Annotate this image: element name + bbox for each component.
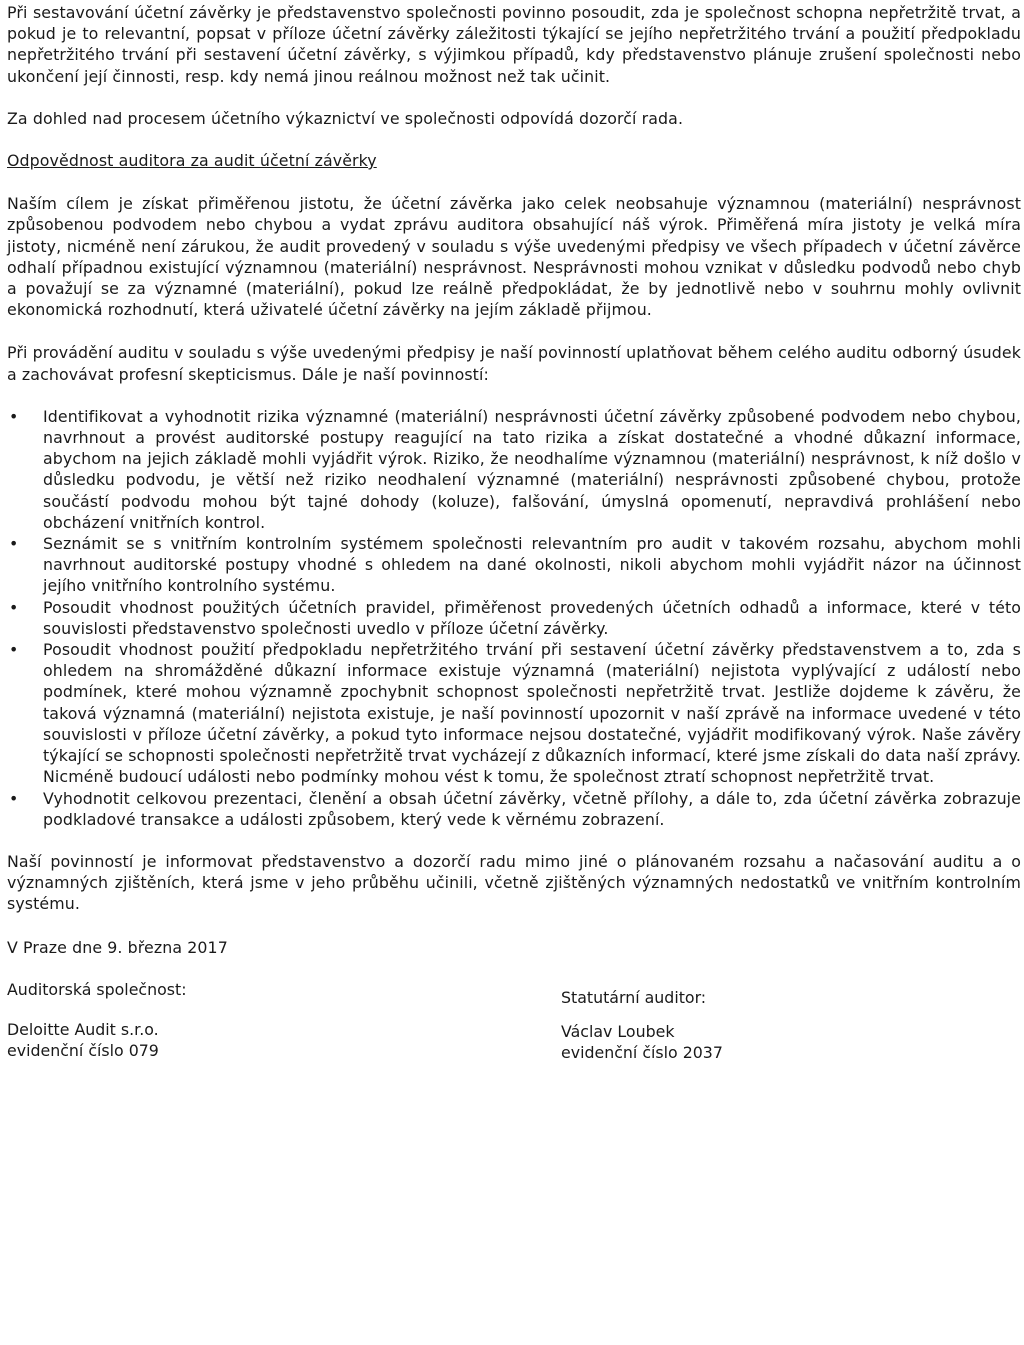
signature-block: [7, 979, 1021, 1064]
signatory-name: Václav Loubek: [561, 1021, 675, 1041]
paragraph-professional-judgement: Při provádění auditu v souladu s výše uvedenými předpisy je naší povinností uplatňovat během celého auditu odborný úsudek a zachovávat profesní skepticismus. Dále je naší povinností:: [7, 343, 1021, 384]
paragraph-communication-duty: Naší povinností je informovat představenstvo a dozorčí radu mimo jiné o plánovaném rozsahu a načasování auditu a o významných zjištěních, která jsme v jeho průběhu učinili, včetně zjištěných významných nedostatků ve vnitřním kontrolním systému.: [7, 851, 1021, 914]
bullet-icon: •: [9, 640, 19, 660]
list-item: [7, 406, 1021, 533]
date-line: V Praze dne 9. března 2017: [7, 937, 228, 957]
auditor-duties-list: [7, 406, 1021, 830]
paragraph-audit-objective: Naším cílem je získat přiměřenou jistotu, že účetní závěrka jako celek neobsahuje významnou (materiální) nesprávnost způsobenou podvodem nebo chybou a vydat zprávu auditora obsahující náš výrok. Přiměřená míra jistoty je velká míra jistoty, nicméně není zárukou, že audit provedený v souladu s výše uvedenými předpisy ve všech případech v účetní závěrce odhalí případnou existující významnou (materiální) nesprávnost. Nesprávnosti mohou vznikat v důsledku podvodů nebo chyb a považují se za významné (materiální), pokud lze reálně předpokládat, že by jednotlivě nebo v souhrnu mohly ovlivnit ekonomická rozhodnutí, která uživatelé účetní závěrky na jejím základě přijmou.: [7, 194, 1021, 320]
signature-statutory-auditor: [561, 987, 723, 1064]
paragraph-supervisory-board: Za dohled nad procesem účetního výkaznictví ve společnosti odpovídá dozorčí rada.: [7, 108, 684, 128]
document-page: [7, 2, 1021, 1063]
signature-audit-firm: [7, 979, 561, 1064]
list-item-text: Posoudit vhodnost použití předpokladu nepřetržitého trvání při sestavení účetní závěrky představenstvem a to, zda s ohledem na shromážděné důkazní informace existuje významná (materiální) nejistota vyplývající z událostí nebo podmínek, které mohou významně zpochybnit schopnost společnosti nepřetržitě trvat. Jestliže dojdeme k závěru, že taková významná (materiální) nejistota existuje, je naší povinností upozornit v naší zprávě na informace uvedené v této souvislosti v příloze účetní závěrky, a pokud tyto informace nejsou dostatečné, vyjádřit modifikovaný výrok. Naše závěry týkající se schopnosti společnosti nepřetržitě trvat vycházejí z důkazních informací, které jsme získali do data naší zprávy. Nicméně budoucí události nebo podmínky mohou vést k tomu, že společnost ztratí schopnost nepřetržitě trvat.: [43, 640, 1021, 787]
list-item-text: Posoudit vhodnost použitých účetních pravidel, přiměřenost provedených účetních odhadů a informace, které v této souvislosti představenstvo společnosti uvedlo v příloze účetní závěrky.: [43, 597, 1021, 638]
signature-label: Auditorská společnost:: [7, 979, 187, 999]
signatory-name: Deloitte Audit s.r.o.: [7, 1019, 159, 1039]
bullet-icon: •: [9, 788, 19, 808]
paragraph-going-concern: Při sestavování účetní závěrky je představenstvo společnosti povinno posoudit, zda je společnost schopna nepřetržitě trvat, a pokud je to relevantní, popsat v příloze účetní závěrky záležitosti týkající se jejího nepřetržitého trvání a použití předpokladu nepřetržitého trvání při sestavení účetní závěrky, s výjimkou případů, kdy představenstvo plánuje zrušení společnosti nebo ukončení její činnosti, resp. kdy nemá jinou reálnou možnost než tak učinit.: [7, 3, 1021, 86]
registration-number: evidenční číslo 2037: [561, 1043, 723, 1063]
list-item-text: Identifikovat a vyhodnotit rizika významné (materiální) nesprávnosti účetní závěrky způsobené podvodem nebo chybou, navrhnout a provést auditorské postupy reagující na tato rizika a získat dostatečné a vhodné důkazní informace, abychom na jejich základě mohli vyjádřit výrok. Riziko, že neodhalíme významnou (materiální) nesprávnost, k níž došlo v důsledku podvodu, je větší než riziko neodhalení významné (materiální) nesprávnosti způsobené chybou, protože součástí podvodu mohou být tajné dohody (koluze), falšování, úmyslná opomenutí, nepravdivá prohlášení nebo obcházení vnitřních kontrol.: [43, 406, 1021, 532]
list-item: [7, 788, 1021, 830]
bullet-icon: •: [9, 597, 19, 617]
list-item-text: Vyhodnotit celkovou prezentaci, členění a obsah účetní závěrky, včetně přílohy, a dále to, zda účetní závěrka zobrazuje podkladové transakce a události způsobem, který vede k věrnému zobrazení.: [43, 788, 1021, 829]
bullet-icon: •: [9, 406, 19, 426]
list-item: [7, 533, 1021, 597]
list-item: [7, 639, 1021, 787]
list-item-text: Seznámit se s vnitřním kontrolním systémem společnosti relevantním pro audit v takovém rozsahu, abychom mohli navrhnout auditorské postupy vhodné s ohledem na dané okolnosti, nikoli abychom mohli vyjádřit názor na účinnost jejího vnitřního kontrolního systému.: [43, 534, 1021, 596]
bullet-icon: •: [9, 534, 19, 554]
signature-label: Statutární auditor:: [561, 987, 707, 1007]
list-item: [7, 597, 1021, 639]
registration-number: evidenční číslo 079: [7, 1041, 159, 1061]
section-heading-auditor-responsibility: Odpovědnost auditora za audit účetní závěrky: [7, 151, 377, 171]
